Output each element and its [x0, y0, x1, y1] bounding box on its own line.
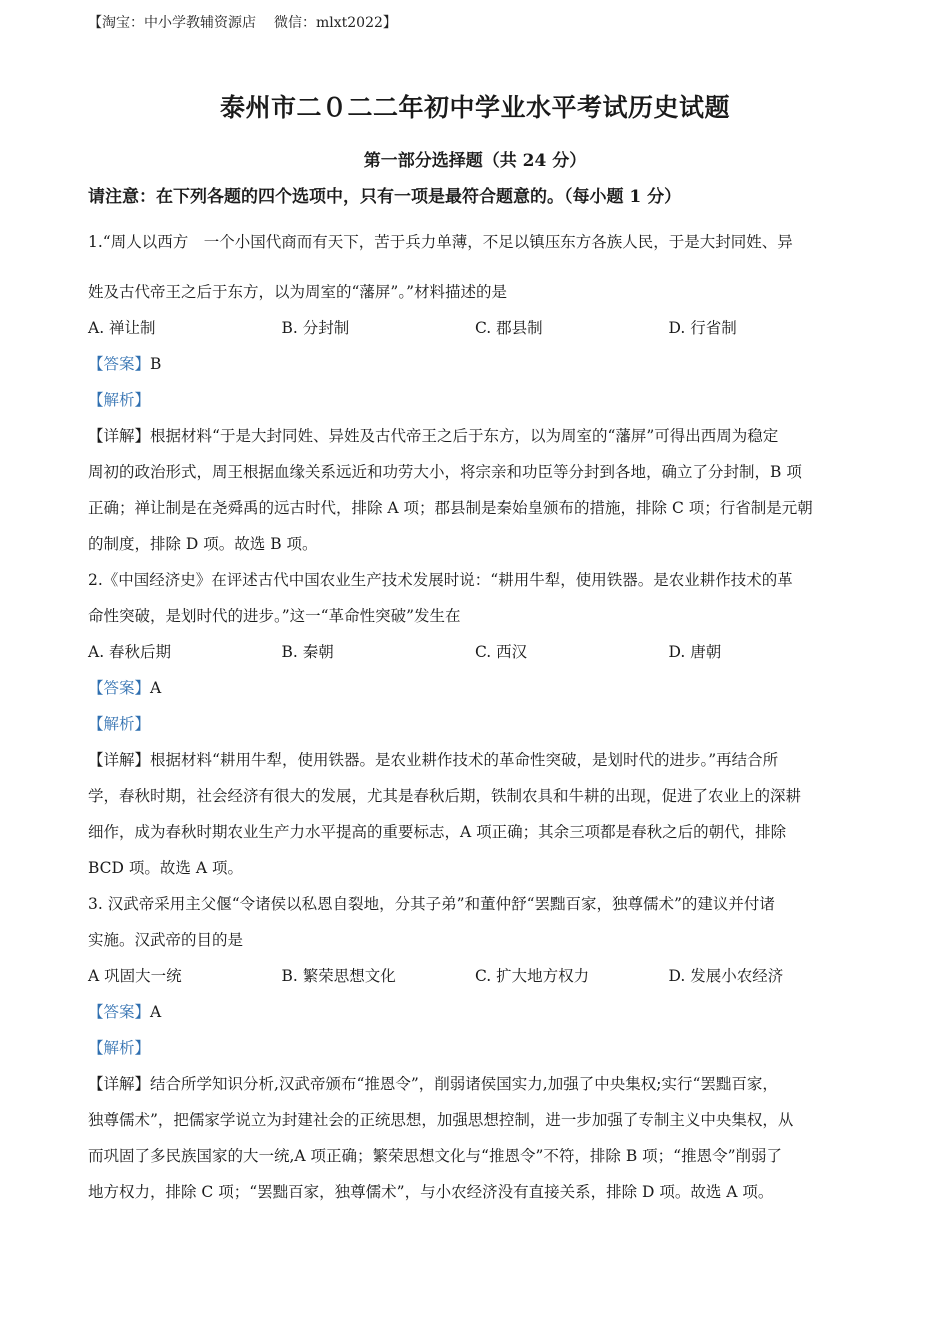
detail-line: 细作，成为春秋时期农业生产力水平提高的重要标志，A 项正确；其余三项都是春秋之后的朝代，排除: [88, 823, 787, 841]
detail-text: 根据材料“于是大封同姓、异姓及古代帝王之后于东方，以为周室的“藩屏”可得出西周为稳定: [150, 427, 779, 445]
detail-line: 独尊儒术”，把儒家学说立为封建社会的正统思想，加强思想控制，进一步加强了专制主义中央集权，从: [88, 1111, 794, 1129]
option-row: [88, 958, 862, 994]
wechat-note: 微信：mlxt2022】: [274, 15, 397, 31]
analysis-line: [88, 382, 862, 418]
answer-line: [88, 994, 862, 1030]
detail-line: BCD 项。故选 A 项。: [88, 859, 243, 877]
stem-line: 实施。汉武帝的目的是: [88, 931, 244, 949]
question-list: [88, 224, 862, 1210]
option-b: B. 繁荣思想文化: [281, 967, 396, 985]
stem-line: 姓及古代帝王之后于东方，以为周室的“藩屏”。”材料描述的是: [88, 283, 508, 301]
option-row: [88, 634, 862, 670]
answer-tag: 【答案】: [88, 355, 151, 373]
stem-line: 1.“周人以西方 一个小国代商而有天下，苦于兵力单薄，不足以镇压东方各族人民，于是大封同姓、异: [88, 233, 793, 251]
detail-block: [88, 418, 862, 562]
stem-line: 3. 汉武帝采用主父偃“令诸侯以私恩自裂地，分其子弟”和董仲舒“罢黜百家，独尊儒术”的建议并付诸: [88, 895, 775, 913]
analysis-line: [88, 706, 862, 742]
detail-text: 根据材料“耕用牛犁，使用铁器。是农业耕作技术的革命性突破，是划时代的进步。”再结合所: [150, 751, 779, 769]
detail-tag: 【详解】: [88, 751, 151, 769]
option-c: C. 郡县制: [475, 319, 543, 337]
detail-tag: 【详解】: [88, 1075, 151, 1093]
option-d: D. 行省制: [668, 319, 737, 337]
stem-line: 2.《中国经济史》在评述古代中国农业生产技术发展时说：“耕用牛犁，使用铁器。是农业耕作技术的革: [88, 571, 793, 589]
analysis-tag: 【解析】: [88, 391, 151, 409]
analysis-tag: 【解析】: [88, 1039, 151, 1057]
option-d: D. 发展小农经济: [668, 967, 784, 985]
option-row: [88, 310, 862, 346]
option-a: A. 禅让制: [88, 319, 156, 337]
answer-tag: 【答案】: [88, 679, 151, 697]
option-b: B. 分封制: [281, 319, 350, 337]
detail-line: 周初的政治形式，周王根据血缘关系远近和功劳大小，将宗亲和功臣等分封到各地，确立了分封制，B 项: [88, 463, 802, 481]
answer-value: A: [150, 679, 162, 697]
detail-line: 而巩固了多民族国家的大一统,A 项正确；繁荣思想文化与“推恩令”不符，排除 B 项；“推恩令”削弱了: [88, 1147, 782, 1165]
detail-line: 地方权力，排除 C 项；“罢黜百家，独尊儒术”，与小农经济没有直接关系，排除 D 项。故选 A 项。: [88, 1183, 774, 1201]
detail-line: 学，春秋时期，社会经济有很大的发展，尤其是春秋后期，铁制农具和牛耕的出现，促进了农业上的深耕: [88, 787, 802, 805]
analysis-line: [88, 1030, 862, 1066]
option-d: D. 唐朝: [668, 643, 722, 661]
detail-line: [88, 1066, 862, 1102]
detail-line: [88, 742, 862, 778]
detail-tag: 【详解】: [88, 427, 151, 445]
question-3: [88, 886, 862, 1210]
answer-value: B: [150, 355, 162, 373]
question-stem: [88, 886, 862, 958]
detail-block: [88, 1066, 862, 1210]
option-b: B. 秦朝: [281, 643, 334, 661]
option-c: C. 扩大地方权力: [475, 967, 590, 985]
option-c: C. 西汉: [475, 643, 528, 661]
detail-block: [88, 742, 862, 886]
detail-line: [88, 418, 862, 454]
detail-text: 结合所学知识分析,汉武帝颁布“推恩令”，削弱诸侯国实力,加强了中央集权;实行“罢黜百家，: [150, 1075, 778, 1093]
answer-line: [88, 670, 862, 706]
instruction-notice: 请注意：在下列各题的四个选项中，只有一项是最符合题意的。（每小题 1 分）: [88, 187, 682, 207]
option-a: A. 春秋后期: [88, 643, 172, 661]
watermark-header: [88, 12, 397, 32]
answer-tag: 【答案】: [88, 1003, 151, 1021]
answer-line: [88, 346, 862, 382]
detail-line: 的制度，排除 D 项。故选 B 项。: [88, 535, 318, 553]
stem-line: 命性突破，是划时代的进步。”这一“革命性突破”发生在: [88, 607, 461, 625]
taobao-note: 【淘宝：中小学教辅资源店: [88, 15, 256, 31]
answer-value: A: [150, 1003, 162, 1021]
analysis-tag: 【解析】: [88, 715, 151, 733]
option-a: A 巩固大一统: [88, 967, 182, 985]
page-title: 泰州市二０二二年初中学业水平考试历史试题: [219, 93, 730, 122]
section-title: 第一部分选择题（共 24 分）: [363, 151, 587, 171]
question-stem: [88, 224, 862, 310]
detail-line: 正确；禅让制是在尧舜禹的远古时代，排除 A 项；郡县制是秦始皇颁布的措施，排除 C 项；行省制是元朝: [88, 499, 813, 517]
question-stem: [88, 562, 862, 634]
question-2: [88, 562, 862, 886]
question-1: [88, 224, 862, 562]
